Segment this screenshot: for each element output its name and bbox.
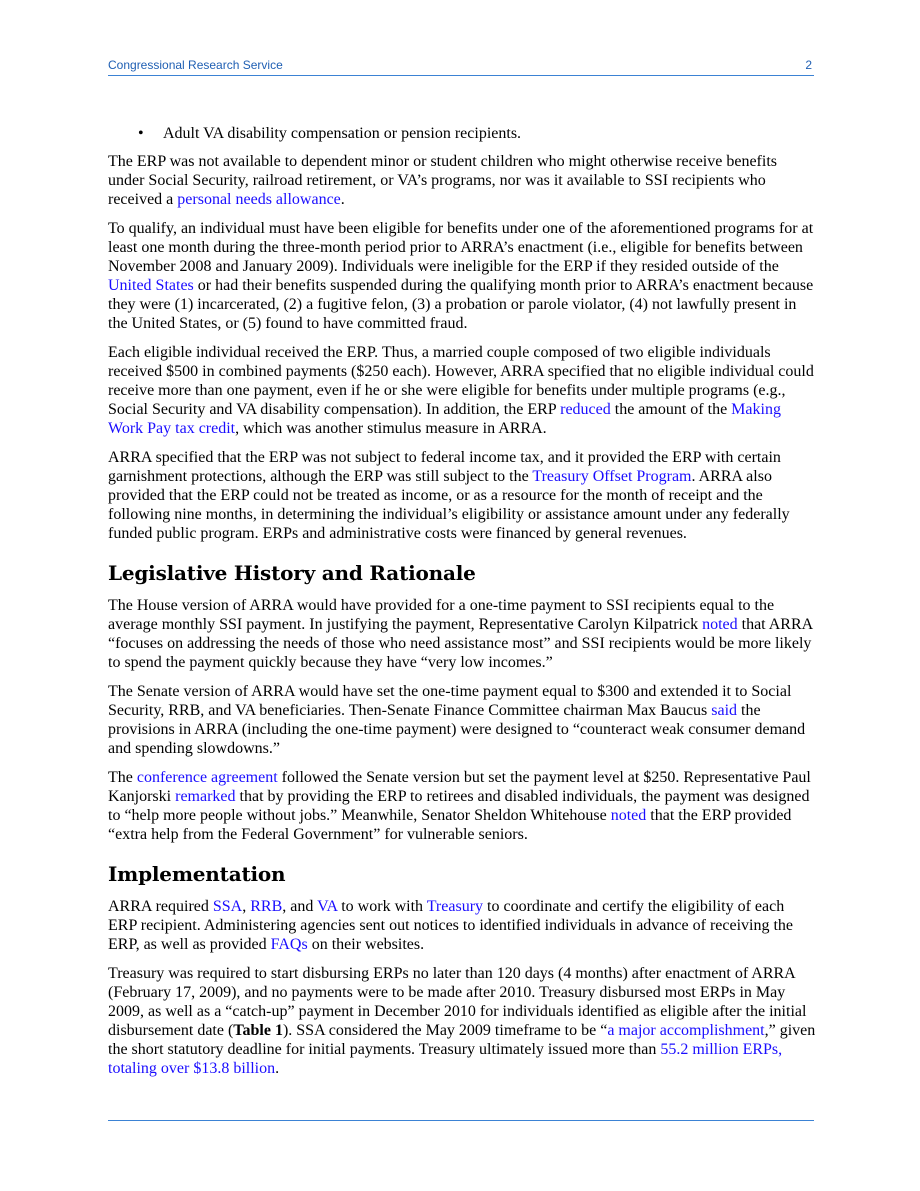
bullet-text: Adult VA disability compensation or pension recipients. <box>163 125 522 142</box>
link-treasury-offset-program[interactable]: Treasury Offset Program <box>532 468 692 485</box>
header-title: Congressional Research Service <box>108 58 283 72</box>
link-remarked[interactable]: remarked <box>175 788 236 805</box>
document-body <box>108 124 816 1088</box>
table-reference: Table 1 <box>233 1022 283 1039</box>
paragraph-qualification: To qualify, an individual must have been eligible for benefits under one of the aforementioned programs for at least one month during the three-month period prior to ARRA’s enactment (i.e., eligible for benefits between November 2008 and January 2009). Individuals were ineligible for the ERP if they resided outside of the United States or had their benefits suspended during the qualifying month prior to ARRA’s enactment because they were (1) incarcerated, (2) a fugitive felon, (3) a probation or parole violator, (4) not lawfully present in the United States, or (5) found to have committed fraud. <box>108 220 814 332</box>
link-noted-whitehouse[interactable]: noted <box>610 807 647 824</box>
link-ssa[interactable]: SSA <box>212 898 243 915</box>
link-personal-needs-allowance[interactable]: personal needs allowance <box>177 191 341 208</box>
link-making-work-pay[interactable]: Making Work Pay tax credit <box>108 401 781 437</box>
link-major-accomplishment[interactable]: a major accomplishment <box>607 1022 765 1039</box>
paragraph-house-version: The House version of ARRA would have provided for a one-time payment to SSI recipients equal to the average monthly SSI payment. In justifying the payment, Representative Carolyn Kilpatrick noted that ARRA “focuses on addressing the needs of those who need assistance most” and SSI recipients would be more likely to spend the payment quickly because they have “very low incomes.” <box>108 597 813 671</box>
link-conference-agreement[interactable]: conference agreement <box>136 769 278 786</box>
link-united-states[interactable]: United States <box>108 277 194 294</box>
paragraph-senate-version: The Senate version of ARRA would have set the one-time payment equal to $300 and extended it to Social Security, RRB, and VA beneficiaries. Then-Senate Finance Committee chairman Max Baucus said the provisions in ARRA (including the one-time payment) were designed to “counteract weak consumer demand and spending slowdowns.” <box>108 683 806 757</box>
link-erp-totals[interactable]: 55.2 million ERPs, totaling over $13.8 billion <box>108 1041 783 1077</box>
footer-divider <box>108 1120 814 1121</box>
page-header <box>108 58 814 76</box>
link-reduced[interactable]: reduced <box>560 401 611 418</box>
paragraph-conference-agreement: The conference agreement followed the Senate version but set the payment level at $250. Representative Paul Kanjorski remarked that by providing the ERP to retirees and disabled individuals, the payment was designed to “help more people without jobs.” Meanwhile, Senator Sheldon Whitehouse noted that the ERP provided “extra help from the Federal Government” for vulnerable seniors. <box>108 769 811 843</box>
paragraph-agencies: ARRA required SSA, RRB, and VA to work with Treasury to coordinate and certify the eligibility of each ERP recipient. Administering agencies sent out notices to identified individuals in advance of receiving the ERP, as well as provided FAQs on their websites. <box>108 898 794 953</box>
bullet-item <box>108 124 816 143</box>
link-noted-kilpatrick[interactable]: noted <box>702 616 738 633</box>
paragraph-eligibility-exclusions: The ERP was not available to dependent minor or student children who might otherwise receive benefits under Social Security, railroad retirement, or VA’s programs, nor was it available to SSI recipients who received a personal needs allowance. <box>108 153 777 208</box>
link-treasury[interactable]: Treasury <box>426 898 484 915</box>
link-rrb[interactable]: RRB <box>250 898 283 915</box>
section-heading-implementation: Implementation <box>108 862 286 886</box>
page-number: 2 <box>805 58 812 72</box>
paragraph-disbursement: Treasury was required to start disbursing ERPs no later than 120 days (4 months) after enactment of ARRA (February 17, 2009), and no payments were to be made after 2010. Treasury disbursed most ERPs in May 2009, as well as a “catch-up” payment in December 2010 for individuals identified as eligible after the initial disbursement date (Table 1). SSA considered the May 2009 timeframe to be “a major accomplishment,” given the short statutory deadline for initial payments. Treasury ultimately issued more than 55.2 million ERPs, totaling over $13.8 billion. <box>108 965 816 1077</box>
paragraph-payment-amount: Each eligible individual received the ERP. Thus, a married couple composed of two eligible individuals received $500 in combined payments ($250 each). However, ARRA specified that no eligible individual could receive more than one payment, even if he or she were eligible for benefits under multiple programs (e.g., Social Security and VA disability compensation). In addition, the ERP reduced the amount of the Making Work Pay tax credit, which was another stimulus measure in ARRA. <box>108 344 814 437</box>
link-va[interactable]: VA <box>317 898 338 915</box>
paragraph-tax-treatment: ARRA specified that the ERP was not subject to federal income tax, and it provided the ERP with certain garnishment protections, although the ERP was still subject to the Treasury Offset Program. ARRA also provided that the ERP could not be treated as income, or as a resource for the month of receipt and the following nine months, in determining the individual’s eligibility or assistance amount under any federally funded public program. ERPs and administrative costs were financed by general revenues. <box>108 449 790 542</box>
link-said-baucus[interactable]: said <box>711 702 738 719</box>
section-heading-legislative-history: Legislative History and Rationale <box>108 561 476 585</box>
link-faqs[interactable]: FAQs <box>270 936 308 953</box>
bullet-mark: • <box>138 125 144 142</box>
